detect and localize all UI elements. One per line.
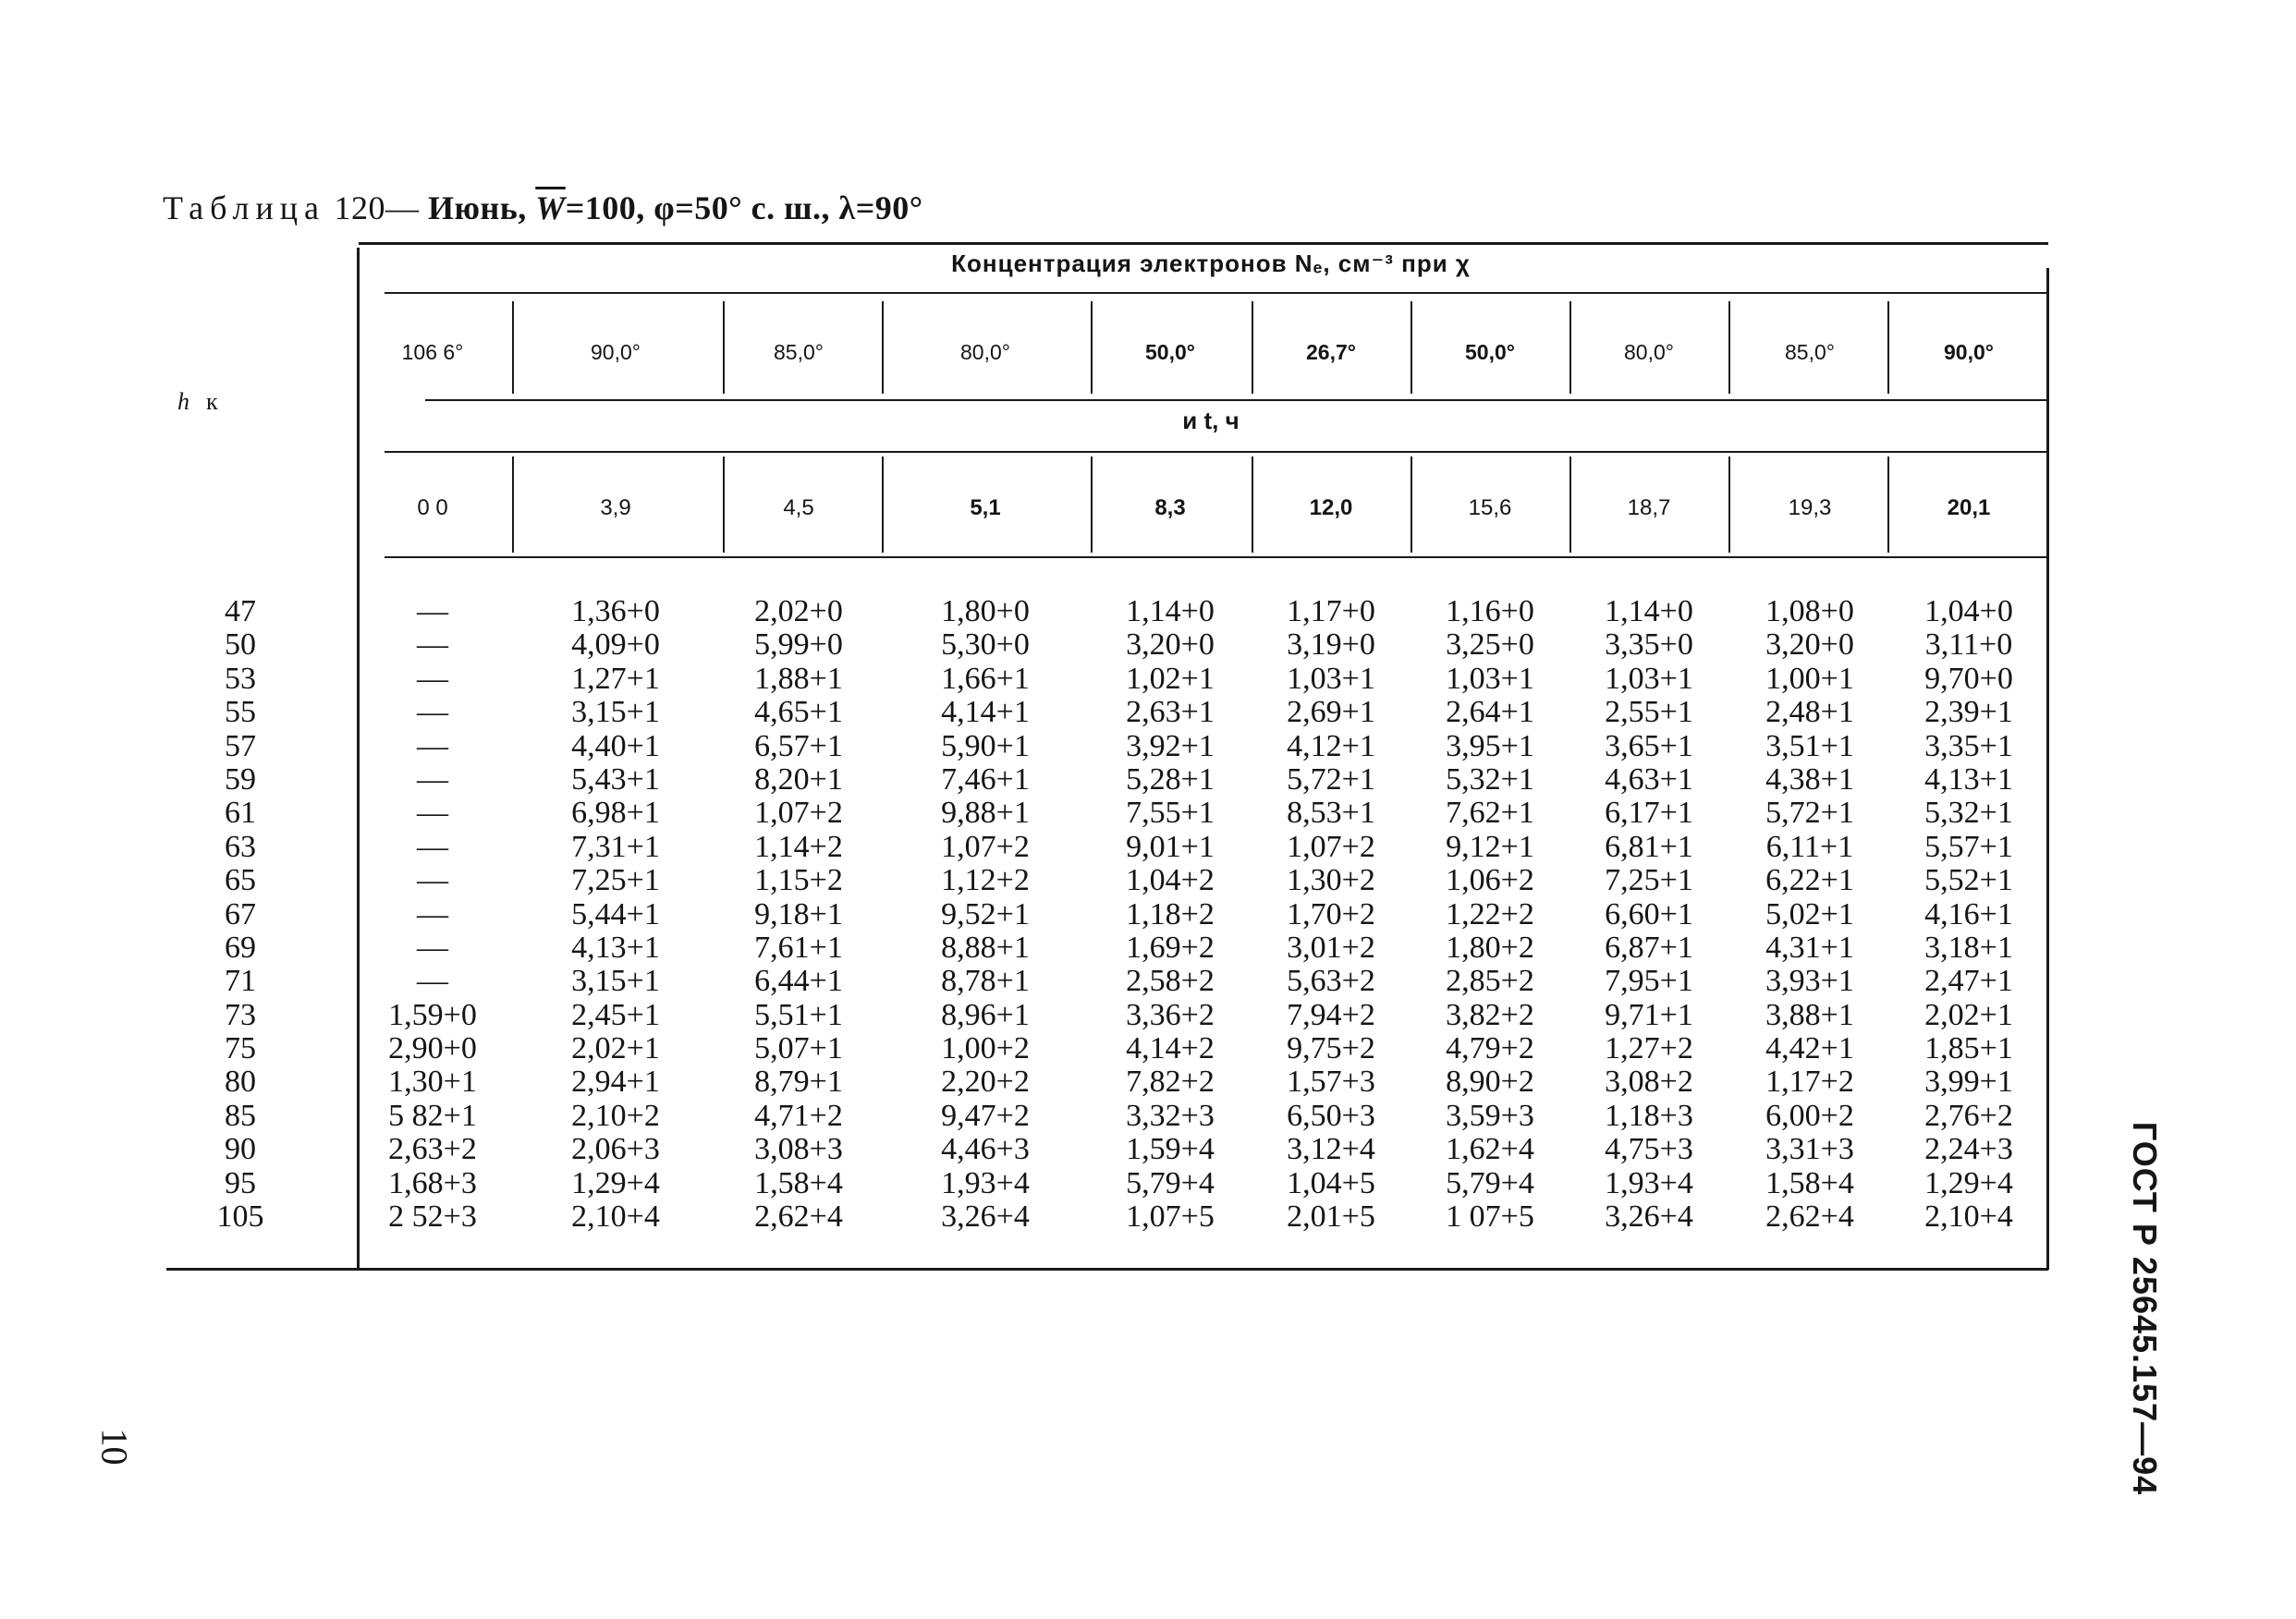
data-cell: 7,94+2 bbox=[1287, 997, 1375, 1032]
data-cell: 2,45+1 bbox=[571, 997, 660, 1032]
h-km-label bbox=[177, 388, 218, 416]
data-cell: 3,82+2 bbox=[1446, 997, 1534, 1032]
data-cell: 4,12+1 bbox=[1287, 728, 1375, 763]
data-cell: 1,58+4 bbox=[754, 1165, 843, 1200]
w-value: =100, bbox=[565, 189, 645, 226]
data-cell: 4,09+0 bbox=[571, 627, 660, 663]
data-cell: 4,31+1 bbox=[1765, 930, 1854, 965]
data-cell: 5,79+4 bbox=[1446, 1165, 1534, 1200]
t-cell: 3,9 bbox=[600, 495, 631, 520]
data-cell: 1,27+2 bbox=[1605, 1031, 1693, 1066]
chi-cell: 85,0° bbox=[1785, 340, 1835, 364]
data-cell: 1,69+2 bbox=[1126, 930, 1215, 965]
data-cell: 3,25+0 bbox=[1446, 627, 1534, 663]
data-cell: 1,29+4 bbox=[1924, 1165, 2013, 1200]
t-cell: 5,1 bbox=[970, 495, 1001, 520]
data-cell: 2,85+2 bbox=[1446, 964, 1534, 999]
data-cell: 3,35+1 bbox=[1924, 728, 2013, 763]
data-cell: 3,59+3 bbox=[1446, 1098, 1534, 1133]
data-cell: 2 52+3 bbox=[388, 1199, 477, 1235]
data-cell: 1,03+1 bbox=[1605, 661, 1693, 696]
data-column bbox=[1566, 595, 1732, 1234]
t-separator bbox=[882, 456, 884, 553]
chi-cell: 80,0° bbox=[1624, 340, 1674, 364]
t-header: и t, ч bbox=[1182, 407, 1240, 434]
data-cell: 1,06+2 bbox=[1446, 863, 1534, 898]
data-cell: 1,80+2 bbox=[1446, 930, 1534, 965]
longitude: λ=90° bbox=[838, 189, 923, 226]
data-cell: 1,27+1 bbox=[571, 661, 660, 696]
data-column bbox=[715, 595, 882, 1234]
data-cell: 1 07+5 bbox=[1446, 1199, 1534, 1235]
altitude-cell: 50 bbox=[225, 627, 256, 663]
data-cell: — bbox=[417, 594, 448, 628]
data-cell: 1,04+0 bbox=[1924, 594, 2013, 628]
data-column bbox=[1248, 595, 1414, 1234]
data-cell: 5,52+1 bbox=[1924, 863, 2013, 898]
data-cell: 1,29+4 bbox=[571, 1165, 660, 1200]
title-dash: — bbox=[385, 189, 420, 226]
chi-cell: 106 6° bbox=[401, 340, 464, 364]
data-cell: 1,70+2 bbox=[1287, 896, 1375, 931]
data-cell: 9,70+0 bbox=[1924, 661, 2013, 696]
data-cell: 4,42+1 bbox=[1765, 1031, 1854, 1066]
altitude-cell: 61 bbox=[225, 796, 256, 831]
data-cell: 4,75+3 bbox=[1605, 1132, 1693, 1167]
data-cell: 1,18+2 bbox=[1126, 896, 1215, 931]
data-cell: 1,93+4 bbox=[1605, 1165, 1693, 1200]
data-cell: — bbox=[417, 863, 448, 898]
data-cell: — bbox=[417, 896, 448, 931]
table-bottom-rule bbox=[166, 1268, 2048, 1271]
data-column bbox=[902, 595, 1069, 1234]
altitude-cell: 59 bbox=[225, 761, 256, 797]
chi-row-bottom-rule bbox=[425, 399, 2048, 401]
data-cell: 1,07+2 bbox=[1287, 829, 1375, 864]
t-cell: 20,1 bbox=[1947, 495, 1991, 520]
data-cell: 5,32+1 bbox=[1924, 796, 2013, 831]
data-cell: 5,79+4 bbox=[1126, 1165, 1215, 1200]
data-cell: 1,17+0 bbox=[1287, 594, 1375, 628]
data-cell: — bbox=[417, 761, 448, 797]
data-cell: 3,20+0 bbox=[1765, 627, 1854, 663]
data-cell: 4,14+1 bbox=[941, 695, 1030, 730]
data-cell: 5,51+1 bbox=[754, 997, 843, 1032]
data-cell: 5,72+1 bbox=[1765, 796, 1854, 831]
t-cell: 12,0 bbox=[1309, 495, 1353, 520]
t-separator bbox=[1252, 456, 1253, 553]
chi-cell: 50,0° bbox=[1465, 340, 1515, 364]
data-cell: 4,46+3 bbox=[941, 1132, 1030, 1167]
data-cell: 9,01+1 bbox=[1126, 829, 1215, 864]
altitude-cell: 73 bbox=[225, 997, 256, 1032]
altitude-cell: 105 bbox=[216, 1199, 264, 1235]
data-cell: 5,28+1 bbox=[1126, 761, 1215, 797]
data-cell: 1,14+2 bbox=[754, 829, 843, 864]
data-cell: 4,40+1 bbox=[571, 728, 660, 763]
altitude-cell: 75 bbox=[225, 1031, 256, 1066]
data-cell: 9,12+1 bbox=[1446, 829, 1534, 864]
data-cell: 8,96+1 bbox=[941, 997, 1030, 1032]
chi-separator bbox=[1569, 301, 1571, 394]
data-cell: 2,02+1 bbox=[1924, 997, 2013, 1032]
data-cell: 3,99+1 bbox=[1924, 1065, 2013, 1100]
data-cell: 3,88+1 bbox=[1765, 997, 1854, 1032]
data-cell: 5,32+1 bbox=[1446, 761, 1534, 797]
data-cell: 9,75+2 bbox=[1287, 1031, 1375, 1066]
data-cell: 1,07+2 bbox=[754, 796, 843, 831]
data-cell: 1,14+0 bbox=[1605, 594, 1693, 628]
data-cell: 1,18+3 bbox=[1605, 1098, 1693, 1133]
chi-cell: 80,0° bbox=[960, 340, 1010, 364]
data-cell: 6,44+1 bbox=[754, 964, 843, 999]
data-cell: 1,02+1 bbox=[1126, 661, 1215, 696]
h-symbol: h bbox=[177, 388, 189, 415]
data-cell: 1,16+0 bbox=[1446, 594, 1534, 628]
data-cell: 3,18+1 bbox=[1924, 930, 2013, 965]
data-cell: 1,30+1 bbox=[388, 1065, 477, 1100]
data-cell: 3,15+1 bbox=[571, 695, 660, 730]
altitude-cell: 67 bbox=[225, 896, 256, 931]
data-cell: 3,15+1 bbox=[571, 964, 660, 999]
data-cell: — bbox=[417, 930, 448, 965]
h-unit: к bbox=[206, 388, 218, 415]
data-cell: 1,00+2 bbox=[941, 1031, 1030, 1066]
data-cell: 4,79+2 bbox=[1446, 1031, 1534, 1066]
altitude-cell: 85 bbox=[225, 1098, 256, 1133]
data-cell: 3,36+2 bbox=[1126, 997, 1215, 1032]
data-cell: 9,47+2 bbox=[941, 1098, 1030, 1133]
data-cell: 2,10+2 bbox=[571, 1098, 660, 1133]
data-cell: 9,88+1 bbox=[941, 796, 1030, 831]
data-cell: 2,02+0 bbox=[754, 594, 843, 628]
data-cell: 1,08+0 bbox=[1765, 594, 1854, 628]
altitude-cell: 95 bbox=[225, 1165, 256, 1200]
data-cell: 3,32+3 bbox=[1126, 1098, 1215, 1133]
data-cell: 6,57+1 bbox=[754, 728, 843, 763]
data-cell: 3,19+0 bbox=[1287, 627, 1375, 663]
altitude-cell: 80 bbox=[225, 1065, 256, 1100]
data-cell: 1,93+4 bbox=[941, 1165, 1030, 1200]
altitude-cell: 63 bbox=[225, 829, 256, 864]
data-cell: 6,87+1 bbox=[1605, 930, 1693, 965]
t-separator bbox=[1091, 456, 1093, 553]
data-cell: 5,99+0 bbox=[754, 627, 843, 663]
chi-separator bbox=[1887, 301, 1889, 394]
data-cell: 9,18+1 bbox=[754, 896, 843, 931]
t-cell: 18,7 bbox=[1627, 495, 1671, 520]
data-cell: 4,13+1 bbox=[571, 930, 660, 965]
data-cell: 6,22+1 bbox=[1765, 863, 1854, 898]
altitude-cell: 71 bbox=[225, 964, 256, 999]
altitude-cell: 55 bbox=[225, 695, 256, 730]
data-cell: 3,01+2 bbox=[1287, 930, 1375, 965]
data-cell: 1,17+2 bbox=[1765, 1065, 1854, 1100]
data-cell: 3,08+3 bbox=[754, 1132, 843, 1167]
data-cell: 2,62+4 bbox=[754, 1199, 843, 1235]
chi-cell: 90,0° bbox=[591, 340, 641, 364]
table-number: 120 bbox=[334, 189, 385, 226]
data-cell: — bbox=[417, 796, 448, 831]
chi-separator bbox=[1252, 301, 1253, 394]
data-cell: 7,61+1 bbox=[754, 930, 843, 965]
chi-cell: 90,0° bbox=[1944, 340, 1994, 364]
data-cell: 2,20+2 bbox=[941, 1065, 1030, 1100]
data-column bbox=[532, 595, 699, 1234]
concentration-header: Концентрация электронов Nₑ, см⁻³ при χ bbox=[951, 250, 1471, 277]
data-cell: 7,95+1 bbox=[1605, 964, 1693, 999]
data-cell: 6,98+1 bbox=[571, 796, 660, 831]
chi-separator bbox=[1091, 301, 1093, 394]
chi-separator bbox=[512, 301, 514, 394]
chi-separator bbox=[1728, 301, 1730, 394]
altitude-cell: 65 bbox=[225, 863, 256, 898]
altitude-cell: 69 bbox=[225, 930, 256, 965]
altitude-cell: 90 bbox=[225, 1132, 256, 1167]
data-cell: 2,48+1 bbox=[1765, 695, 1854, 730]
data-cell: 5,72+1 bbox=[1287, 761, 1375, 797]
page-number: 10 bbox=[93, 1428, 136, 1466]
data-cell: 2,39+1 bbox=[1924, 695, 2013, 730]
data-cell: 7,46+1 bbox=[941, 761, 1030, 797]
data-cell: 9,71+1 bbox=[1605, 997, 1693, 1032]
data-cell: 2,02+1 bbox=[571, 1031, 660, 1066]
data-cell: 2,76+2 bbox=[1924, 1098, 2013, 1133]
data-cell: 2,94+1 bbox=[571, 1065, 660, 1100]
data-cell: 1,14+0 bbox=[1126, 594, 1215, 628]
t-cell: 8,3 bbox=[1154, 495, 1186, 520]
data-cell: 6,17+1 bbox=[1605, 796, 1693, 831]
data-cell: 2,90+0 bbox=[388, 1031, 477, 1066]
latitude: φ=50° с. ш., bbox=[653, 189, 831, 226]
data-cell: 5,90+1 bbox=[941, 728, 1030, 763]
data-cell: 2,58+2 bbox=[1126, 964, 1215, 999]
gost-code: ГОСТ Р 25645.157—94 bbox=[2126, 1121, 2164, 1496]
data-cell: 1,07+5 bbox=[1126, 1199, 1215, 1235]
data-column bbox=[1087, 595, 1253, 1234]
header-bottom-rule bbox=[385, 556, 2048, 558]
t-cell: 4,5 bbox=[783, 495, 814, 520]
data-cell: 2,47+1 bbox=[1924, 964, 2013, 999]
data-cell: 3,51+1 bbox=[1765, 728, 1854, 763]
data-cell: 3,65+1 bbox=[1605, 728, 1693, 763]
data-cell: 2,55+1 bbox=[1605, 695, 1693, 730]
t-separator bbox=[1411, 456, 1412, 553]
data-cell: 1,03+1 bbox=[1287, 661, 1375, 696]
data-cell: 1,36+0 bbox=[571, 594, 660, 628]
data-cell: 3,26+4 bbox=[941, 1199, 1030, 1235]
w-symbol: $\overline{W}$ bbox=[535, 189, 566, 226]
data-cell: 9,52+1 bbox=[941, 896, 1030, 931]
data-cell: 7,55+1 bbox=[1126, 796, 1215, 831]
data-cell: 4,14+2 bbox=[1126, 1031, 1215, 1066]
data-column bbox=[1407, 595, 1573, 1234]
data-cell: 5,44+1 bbox=[571, 896, 660, 931]
data-cell: 7,31+1 bbox=[571, 829, 660, 864]
t-cell: 19,3 bbox=[1788, 495, 1832, 520]
t-cell: 0 0 bbox=[417, 495, 448, 520]
title-month: Июнь, bbox=[427, 189, 527, 226]
data-cell: 4,65+1 bbox=[754, 695, 843, 730]
t-separator bbox=[1728, 456, 1730, 553]
data-cell: 6,11+1 bbox=[1765, 829, 1854, 864]
data-cell: 1,04+2 bbox=[1126, 863, 1215, 898]
table-title bbox=[163, 189, 923, 227]
data-cell: 1,15+2 bbox=[754, 863, 843, 898]
data-cell: 5,07+1 bbox=[754, 1031, 843, 1066]
data-cell: — bbox=[417, 627, 448, 663]
data-cell: 1,00+1 bbox=[1765, 661, 1854, 696]
altitude-column bbox=[185, 595, 296, 1234]
data-cell: 5,43+1 bbox=[571, 761, 660, 797]
data-cell: 3,31+3 bbox=[1765, 1132, 1854, 1167]
chi-cell: 85,0° bbox=[774, 340, 824, 364]
data-cell: 1,80+0 bbox=[941, 594, 1030, 628]
data-cell: 3,11+0 bbox=[1924, 627, 2013, 663]
data-cell: 4,38+1 bbox=[1765, 761, 1854, 797]
data-cell: 6,81+1 bbox=[1605, 829, 1693, 864]
t-separator bbox=[1887, 456, 1889, 553]
data-cell: 2,69+1 bbox=[1287, 695, 1375, 730]
data-cell: 2,10+4 bbox=[1924, 1199, 2013, 1235]
data-cell: 8,88+1 bbox=[941, 930, 1030, 965]
data-cell: 8,79+1 bbox=[754, 1065, 843, 1100]
data-cell: 8,78+1 bbox=[941, 964, 1030, 999]
data-cell: 1,88+1 bbox=[754, 661, 843, 696]
data-cell: 5,30+0 bbox=[941, 627, 1030, 663]
data-cell: 2,10+4 bbox=[571, 1199, 660, 1235]
chi-separator bbox=[1411, 301, 1412, 394]
data-cell: — bbox=[417, 964, 448, 999]
data-cell: 3,26+4 bbox=[1605, 1199, 1693, 1235]
data-column bbox=[1886, 595, 2052, 1234]
data-cell: 3,93+1 bbox=[1765, 964, 1854, 999]
data-cell: 8,90+2 bbox=[1446, 1065, 1534, 1100]
altitude-cell: 57 bbox=[225, 728, 256, 763]
chi-separator bbox=[882, 301, 884, 394]
data-cell: 1,04+5 bbox=[1287, 1165, 1375, 1200]
data-cell: — bbox=[417, 829, 448, 864]
gost-vertical-label bbox=[2126, 1121, 2164, 1496]
data-cell: 2,63+2 bbox=[388, 1132, 477, 1167]
data-cell: 3,35+0 bbox=[1605, 627, 1693, 663]
data-cell: 1,66+1 bbox=[941, 661, 1030, 696]
altitude-cell: 47 bbox=[225, 594, 256, 628]
chi-cell: 26,7° bbox=[1306, 340, 1356, 364]
data-cell: 2,24+3 bbox=[1924, 1132, 2013, 1167]
data-cell: 1,59+4 bbox=[1126, 1132, 1215, 1167]
data-cell: 3,92+1 bbox=[1126, 728, 1215, 763]
title-prefix: Таблица bbox=[163, 189, 325, 226]
data-cell: 1,58+4 bbox=[1765, 1165, 1854, 1200]
t-separator bbox=[1569, 456, 1571, 553]
data-cell: 5 82+1 bbox=[388, 1098, 477, 1133]
data-cell: 6,00+2 bbox=[1765, 1098, 1854, 1133]
data-cell: — bbox=[417, 728, 448, 763]
data-cell: 6,60+1 bbox=[1605, 896, 1693, 931]
data-cell: 7,82+2 bbox=[1126, 1065, 1215, 1100]
data-cell: 2,62+4 bbox=[1765, 1199, 1854, 1235]
data-cell: 1,59+0 bbox=[388, 997, 477, 1032]
t-label-underline bbox=[385, 451, 2048, 453]
data-cell: 3,20+0 bbox=[1126, 627, 1215, 663]
t-separator bbox=[512, 456, 514, 553]
data-cell: 1,22+2 bbox=[1446, 896, 1534, 931]
data-cell: 7,62+1 bbox=[1446, 796, 1534, 831]
data-cell: 4,16+1 bbox=[1924, 896, 2013, 931]
data-cell: 7,25+1 bbox=[571, 863, 660, 898]
data-cell: 1,62+4 bbox=[1446, 1132, 1534, 1167]
data-cell: 1,12+2 bbox=[941, 863, 1030, 898]
data-cell: 1,57+3 bbox=[1287, 1065, 1375, 1100]
data-cell: 1,03+1 bbox=[1446, 661, 1534, 696]
data-cell: 4,71+2 bbox=[754, 1098, 843, 1133]
data-column bbox=[1727, 595, 1893, 1234]
data-cell: 1,07+2 bbox=[941, 829, 1030, 864]
data-cell: 8,53+1 bbox=[1287, 796, 1375, 831]
data-column bbox=[349, 595, 516, 1234]
data-cell: 2,06+3 bbox=[571, 1132, 660, 1167]
data-cell: 2,64+1 bbox=[1446, 695, 1534, 730]
data-cell: 3,08+2 bbox=[1605, 1065, 1693, 1100]
data-cell: 4,63+1 bbox=[1605, 761, 1693, 797]
data-cell: 3,95+1 bbox=[1446, 728, 1534, 763]
data-cell: — bbox=[417, 695, 448, 730]
t-cell: 15,6 bbox=[1468, 495, 1512, 520]
data-cell: 4,13+1 bbox=[1924, 761, 2013, 797]
data-cell: 8,20+1 bbox=[754, 761, 843, 797]
data-cell: 2,01+5 bbox=[1287, 1199, 1375, 1235]
altitude-cell: 53 bbox=[225, 661, 256, 696]
data-cell: 2,63+1 bbox=[1126, 695, 1215, 730]
data-cell: 5,02+1 bbox=[1765, 896, 1854, 931]
chi-cell: 50,0° bbox=[1145, 340, 1195, 364]
data-cell: 5,63+2 bbox=[1287, 964, 1375, 999]
table-top-rule bbox=[359, 242, 2048, 245]
data-cell: 6,50+3 bbox=[1287, 1098, 1375, 1133]
data-cell: 3,12+4 bbox=[1287, 1132, 1375, 1167]
data-cell: 5,57+1 bbox=[1924, 829, 2013, 864]
data-cell: 7,25+1 bbox=[1605, 863, 1693, 898]
data-cell: 1,68+3 bbox=[388, 1165, 477, 1200]
data-cell: 1,85+1 bbox=[1924, 1031, 2013, 1066]
data-cell: — bbox=[417, 661, 448, 696]
concentration-underline bbox=[385, 292, 2048, 294]
data-cell: 1,30+2 bbox=[1287, 863, 1375, 898]
